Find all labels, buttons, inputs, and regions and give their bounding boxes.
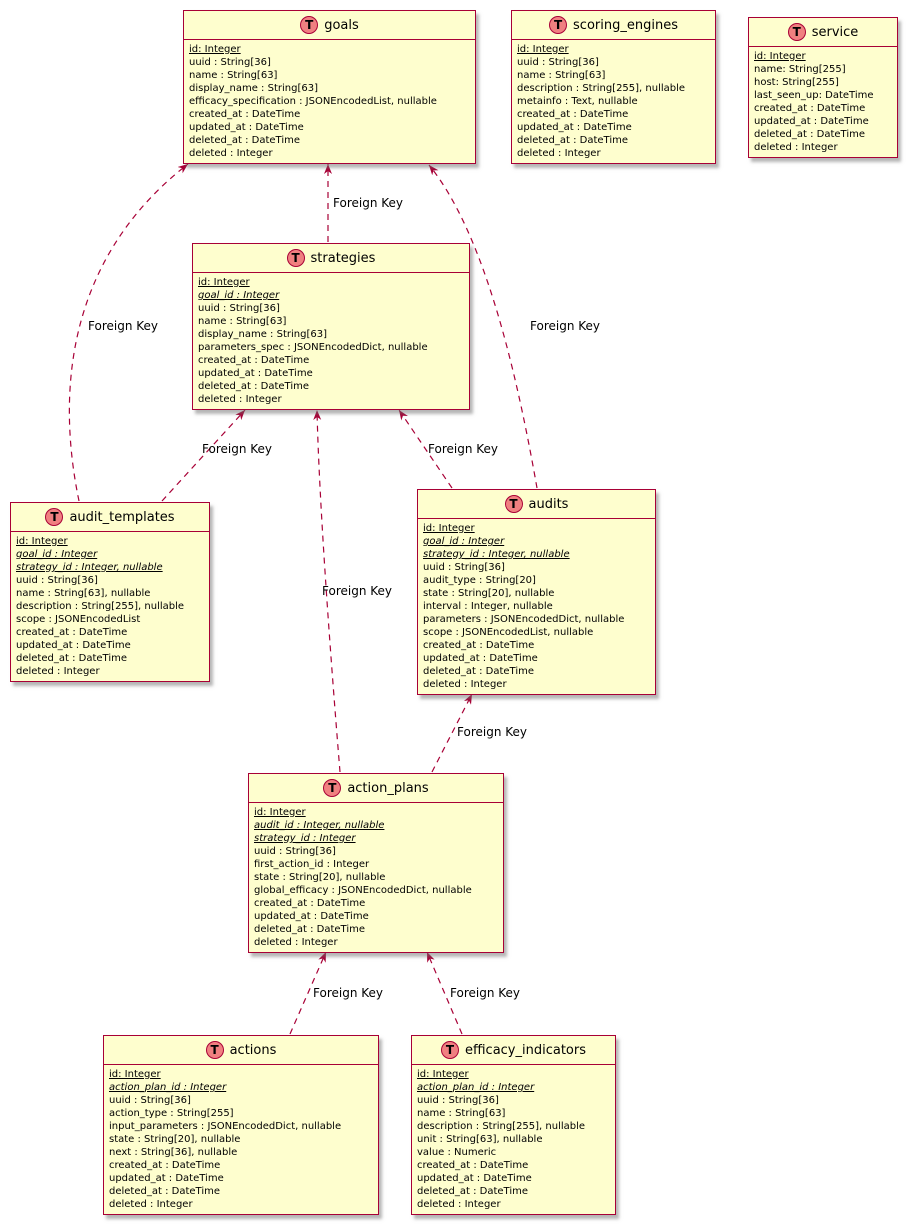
field-row: host: String[255] <box>754 77 839 88</box>
field-row: name : String[63] <box>517 70 606 81</box>
table-header-audit_templates <box>11 503 209 532</box>
table-goals <box>183 10 476 164</box>
field-row: uuid : String[36] <box>517 57 599 68</box>
field-row: parameters_spec : JSONEncodedDict, nullable <box>198 342 428 353</box>
field-row: updated_at : DateTime <box>16 640 131 651</box>
field-row: audit_type : String[20] <box>423 575 536 586</box>
field-row: name: String[255] <box>754 64 846 75</box>
table-title: audit_templates <box>69 509 175 525</box>
field-row: created_at : DateTime <box>189 109 301 120</box>
field-row: updated_at : DateTime <box>189 122 304 133</box>
foreign-key-label-actions-to-action_plans: Foreign Key <box>313 986 383 1000</box>
field-row: goal_id : Integer <box>198 290 280 301</box>
field-row: id: Integer <box>189 44 241 55</box>
field-row: strategy_id : Integer <box>254 833 356 844</box>
field-row: deleted_at : DateTime <box>189 135 301 146</box>
field-row: first_action_id : Integer <box>254 859 370 870</box>
field-row: updated_at : DateTime <box>109 1173 224 1184</box>
field-row: deleted : Integer <box>189 148 273 159</box>
foreign-key-label-efficacy_indicators-to-action_plans: Foreign Key <box>450 986 520 1000</box>
field-row: created_at : DateTime <box>517 109 629 120</box>
field-row: uuid : String[36] <box>109 1095 191 1106</box>
field-row: strategy_id : Integer, nullable <box>423 549 570 560</box>
field-row: id: Integer <box>754 51 806 62</box>
field-row: created_at : DateTime <box>423 640 535 651</box>
field-row: metainfo : Text, nullable <box>517 96 638 107</box>
table-title: scoring_engines <box>573 17 678 33</box>
table-header-efficacy_indicators <box>412 1036 615 1065</box>
foreign-key-label-audit_templates-to-goals: Foreign Key <box>88 319 158 333</box>
field-row: updated_at : DateTime <box>754 116 869 127</box>
field-row: created_at : DateTime <box>754 103 866 114</box>
table-scoring_engines <box>511 10 716 164</box>
foreign-key-label-audits-to-strategies: Foreign Key <box>428 442 498 456</box>
field-row: deleted : Integer <box>423 679 507 690</box>
field-row: value : Numeric <box>417 1147 497 1158</box>
table-action_plans <box>248 773 504 953</box>
field-row: action_type : String[255] <box>109 1108 234 1119</box>
field-row: state : String[20], nullable <box>109 1134 241 1145</box>
field-row: parameters : JSONEncodedDict, nullable <box>423 614 625 625</box>
field-row: name : String[63] <box>189 70 278 81</box>
field-row: deleted_at : DateTime <box>254 924 366 935</box>
field-row: name : String[63] <box>417 1108 506 1119</box>
field-row: display_name : String[63] <box>198 329 327 340</box>
field-row: deleted_at : DateTime <box>109 1186 221 1197</box>
table-actions <box>103 1035 379 1215</box>
field-row: scope : JSONEncodedList, nullable <box>423 627 594 638</box>
field-row: deleted_at : DateTime <box>423 666 535 677</box>
field-row: audit_id : Integer, nullable <box>254 820 385 831</box>
field-row: created_at : DateTime <box>109 1160 221 1171</box>
table-fields-service <box>749 47 897 157</box>
table-type-icon: T <box>788 23 806 41</box>
table-type-icon: T <box>549 16 567 34</box>
field-row: deleted : Integer <box>109 1199 193 1210</box>
field-row: deleted : Integer <box>16 666 100 677</box>
table-fields-action_plans <box>249 803 503 952</box>
table-fields-goals <box>184 40 475 163</box>
field-row: description : String[255], nullable <box>16 601 185 612</box>
field-row: updated_at : DateTime <box>254 911 369 922</box>
field-row: goal_id : Integer <box>423 536 505 547</box>
field-row: goal_id : Integer <box>16 549 98 560</box>
field-row: display_name : String[63] <box>189 83 318 94</box>
foreign-key-label-audit_templates-to-strategies: Foreign Key <box>202 442 272 456</box>
table-type-icon: T <box>323 779 341 797</box>
table-fields-audit_templates <box>11 532 209 681</box>
table-title: action_plans <box>347 780 429 796</box>
field-row: uuid : String[36] <box>417 1095 499 1106</box>
field-row: action_plan_id : Integer <box>417 1082 535 1093</box>
table-header-service <box>749 18 897 47</box>
table-strategies <box>192 243 470 410</box>
field-row: created_at : DateTime <box>16 627 128 638</box>
field-row: uuid : String[36] <box>189 57 271 68</box>
table-title: audits <box>528 496 569 512</box>
field-row: description : String[255], nullable <box>417 1121 586 1132</box>
table-header-actions <box>104 1036 378 1065</box>
field-row: deleted : Integer <box>517 148 601 159</box>
table-type-icon: T <box>287 249 305 267</box>
field-row: id: Integer <box>417 1069 469 1080</box>
field-row: updated_at : DateTime <box>417 1173 532 1184</box>
field-row: uuid : String[36] <box>16 575 98 586</box>
field-row: deleted_at : DateTime <box>754 129 866 140</box>
field-row: created_at : DateTime <box>417 1160 529 1171</box>
field-row: action_plan_id : Integer <box>109 1082 227 1093</box>
table-header-action_plans <box>249 774 503 803</box>
field-row: interval : Integer, nullable <box>423 601 553 612</box>
field-row: efficacy_specification : JSONEncodedList, nullable <box>189 96 437 107</box>
field-row: name : String[63], nullable <box>16 588 151 599</box>
table-fields-strategies <box>193 273 469 409</box>
table-header-audits <box>418 490 655 519</box>
table-service <box>748 17 898 158</box>
table-audit_templates <box>10 502 210 682</box>
field-row: input_parameters : JSONEncodedDict, nullable <box>109 1121 342 1132</box>
table-title: strategies <box>310 250 376 266</box>
table-audits <box>417 489 656 695</box>
table-type-icon: T <box>300 16 318 34</box>
foreign-key-label-action_plans-to-audits: Foreign Key <box>457 725 527 739</box>
field-row: id: Integer <box>198 277 250 288</box>
field-row: uuid : String[36] <box>254 846 336 857</box>
field-row: deleted : Integer <box>198 394 282 405</box>
table-fields-actions <box>104 1065 378 1214</box>
field-row: state : String[20], nullable <box>254 872 386 883</box>
table-title: service <box>811 24 859 40</box>
table-fields-scoring_engines <box>512 40 715 163</box>
field-row: state : String[20], nullable <box>423 588 555 599</box>
field-row: uuid : String[36] <box>198 303 280 314</box>
field-row: global_efficacy : JSONEncodedDict, nullable <box>254 885 472 896</box>
field-row: deleted : Integer <box>254 937 338 948</box>
field-row: deleted_at : DateTime <box>517 135 629 146</box>
field-row: name : String[63] <box>198 316 287 327</box>
field-row: deleted_at : DateTime <box>16 653 128 664</box>
table-fields-efficacy_indicators <box>412 1065 615 1214</box>
field-row: description : String[255], nullable <box>517 83 686 94</box>
foreign-key-label-strategies-to-goals: Foreign Key <box>333 196 403 210</box>
table-type-icon: T <box>441 1041 459 1059</box>
field-row: created_at : DateTime <box>198 355 310 366</box>
table-efficacy_indicators <box>411 1035 616 1215</box>
field-row: strategy_id : Integer, nullable <box>16 562 163 573</box>
field-row: updated_at : DateTime <box>517 122 632 133</box>
table-fields-audits <box>418 519 655 694</box>
table-header-scoring_engines <box>512 11 715 40</box>
table-title: efficacy_indicators <box>464 1042 587 1058</box>
field-row: last_seen_up: DateTime <box>754 90 874 101</box>
table-header-goals <box>184 11 475 40</box>
field-row: deleted : Integer <box>754 142 838 153</box>
field-row: deleted_at : DateTime <box>417 1186 529 1197</box>
table-type-icon: T <box>45 508 63 526</box>
field-row: updated_at : DateTime <box>198 368 313 379</box>
table-title: goals <box>324 17 359 33</box>
field-row: next : String[36], nullable <box>109 1147 238 1158</box>
table-title: actions <box>229 1042 277 1058</box>
field-row: id: Integer <box>16 536 68 547</box>
field-row: created_at : DateTime <box>254 898 366 909</box>
field-row: uuid : String[36] <box>423 562 505 573</box>
field-row: id: Integer <box>254 807 306 818</box>
field-row: deleted : Integer <box>417 1199 501 1210</box>
foreign-key-label-audits-to-goals: Foreign Key <box>530 319 600 333</box>
field-row: scope : JSONEncodedList <box>16 614 141 625</box>
field-row: unit : String[63], nullable <box>417 1134 543 1145</box>
table-type-icon: T <box>505 495 523 513</box>
table-type-icon: T <box>206 1041 224 1059</box>
field-row: updated_at : DateTime <box>423 653 538 664</box>
field-row: id: Integer <box>109 1069 161 1080</box>
foreign-key-label-action_plans-to-strategies: Foreign Key <box>322 584 392 598</box>
field-row: id: Integer <box>423 523 475 534</box>
field-row: id: Integer <box>517 44 569 55</box>
table-header-strategies <box>193 244 469 273</box>
field-row: deleted_at : DateTime <box>198 381 310 392</box>
